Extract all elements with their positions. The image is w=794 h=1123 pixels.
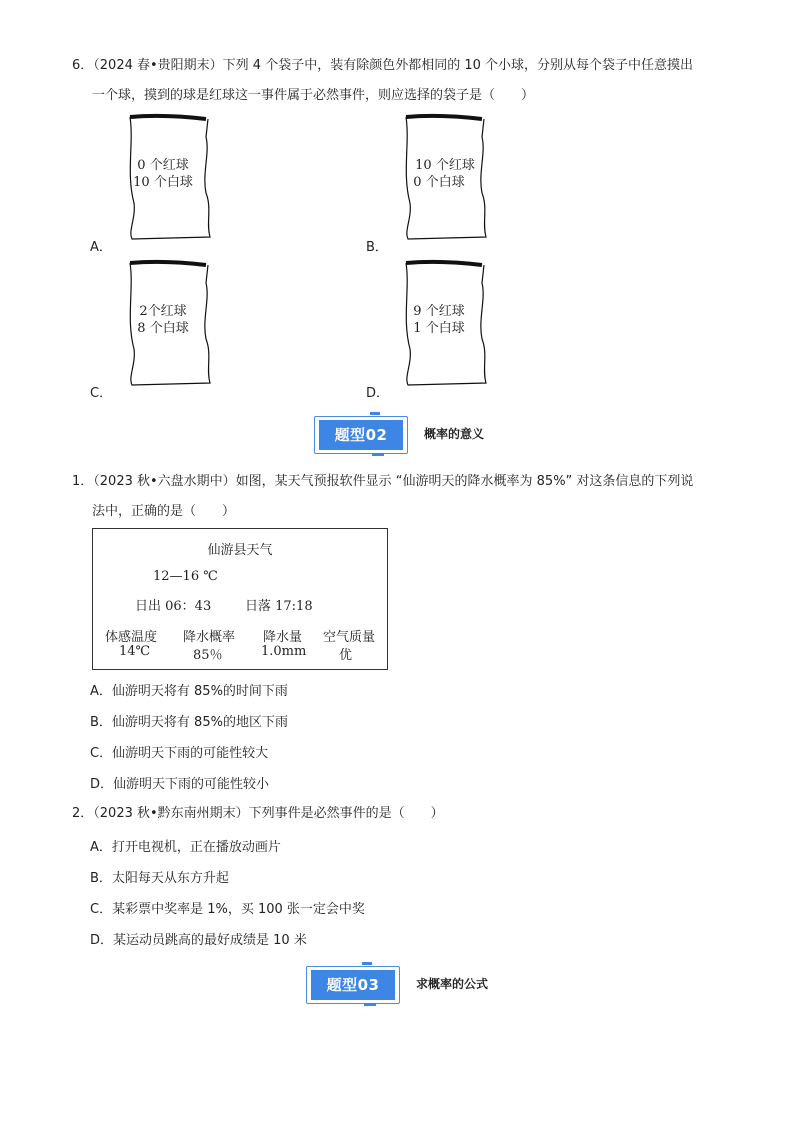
q2-option-d[interactable]: D．某运动员跳高的最好成绩是 10 米 <box>90 933 307 948</box>
bag-d-white-count: 1 个白球 <box>413 321 465 336</box>
q1-option-b[interactable]: B．仙游明天将有 85%的地区下雨 <box>90 715 288 730</box>
bag-b[interactable] <box>400 113 492 243</box>
q2-option-b[interactable]: B．太阳每天从东方升起 <box>90 871 229 886</box>
q1-stem-line1: 1．（2023 秋•六盘水期中）如图，某天气预报软件显示 “仙游明天的降水概率为 85%” 对这条信息的下列说 <box>72 474 694 489</box>
q1-option-a[interactable]: A．仙游明天将有 85%的时间下雨 <box>90 684 288 699</box>
weather-header-air-quality: 空气质量 <box>323 630 376 645</box>
bag-b-red-count: 10 个红球 <box>415 158 475 173</box>
section-title-03: 求概率的公式 <box>416 977 489 991</box>
q6-option-c-letter[interactable]: C． <box>90 386 113 401</box>
q1-option-c[interactable]: C．仙游明天下雨的可能性较大 <box>90 746 269 761</box>
weather-header-precip-amount: 降水量 <box>263 630 303 645</box>
weather-value-precip-amount: 1.0mm <box>261 644 307 659</box>
q6-stem-line2: 一个球，摸到的球是红球这一事件属于必然事件，则应选择的袋子是（ ） <box>92 88 535 103</box>
section-header-02 <box>312 412 532 456</box>
weather-value-precip-prob: 85％ <box>193 648 223 663</box>
q6-option-a-letter[interactable]: A． <box>90 240 112 255</box>
bag-a-white-count: 10 个白球 <box>133 175 193 190</box>
bag-b-white-count: 0 个白球 <box>413 175 465 190</box>
weather-title: 仙游县天气 <box>207 543 273 558</box>
section-header-03 <box>304 962 534 1006</box>
q2-stem: 2．（2023 秋•黔东南州期末）下列事件是必然事件的是（ ） <box>72 806 444 821</box>
bag-d-red-count: 9 个红球 <box>413 304 465 319</box>
weather-header-feels-like: 体感温度 <box>105 630 158 645</box>
q2-option-c[interactable]: C．某彩票中奖率是 1%，买 100 张一定会中奖 <box>90 902 365 917</box>
weather-temperature: 12—16 ℃ <box>153 569 218 584</box>
bag-a-red-count: 0 个红球 <box>137 158 189 173</box>
weather-value-air-quality: 优 <box>339 648 353 663</box>
bag-c-red-count: 2个红球 <box>139 304 187 319</box>
bag-c-white-count: 8 个白球 <box>137 321 189 336</box>
weather-header-precip-prob: 降水概率 <box>183 630 236 645</box>
weather-value-feels-like: 14℃ <box>119 644 151 659</box>
section-title-02: 概率的意义 <box>424 427 485 441</box>
bag-d[interactable] <box>400 259 492 389</box>
q1-stem-line2: 法中，正确的是（ ） <box>92 504 236 519</box>
q6-stem-line1: 6．（2024 春•贵阳期末）下列 4 个袋子中，装有除颜色外都相同的 10 个小球，分别从每个袋子中任意摸出 <box>72 58 693 73</box>
section-badge-02-label: 题型02 <box>319 420 403 450</box>
weather-card <box>92 528 388 670</box>
weather-sunrise: 日出 06：43 <box>135 599 212 614</box>
section-badge-03-label: 题型03 <box>311 970 395 1000</box>
section-badge-02 <box>312 412 412 456</box>
bag-c[interactable] <box>124 259 216 389</box>
q6-option-b-letter[interactable]: B． <box>366 240 388 255</box>
bag-a[interactable] <box>124 113 216 243</box>
q6-option-d-letter[interactable]: D． <box>366 386 390 401</box>
q1-option-d[interactable]: D．仙游明天下雨的可能性较小 <box>90 777 270 792</box>
weather-sunset: 日落 17:18 <box>245 599 313 614</box>
section-badge-03 <box>304 962 404 1006</box>
q2-option-a[interactable]: A．打开电视机，正在播放动画片 <box>90 840 281 855</box>
